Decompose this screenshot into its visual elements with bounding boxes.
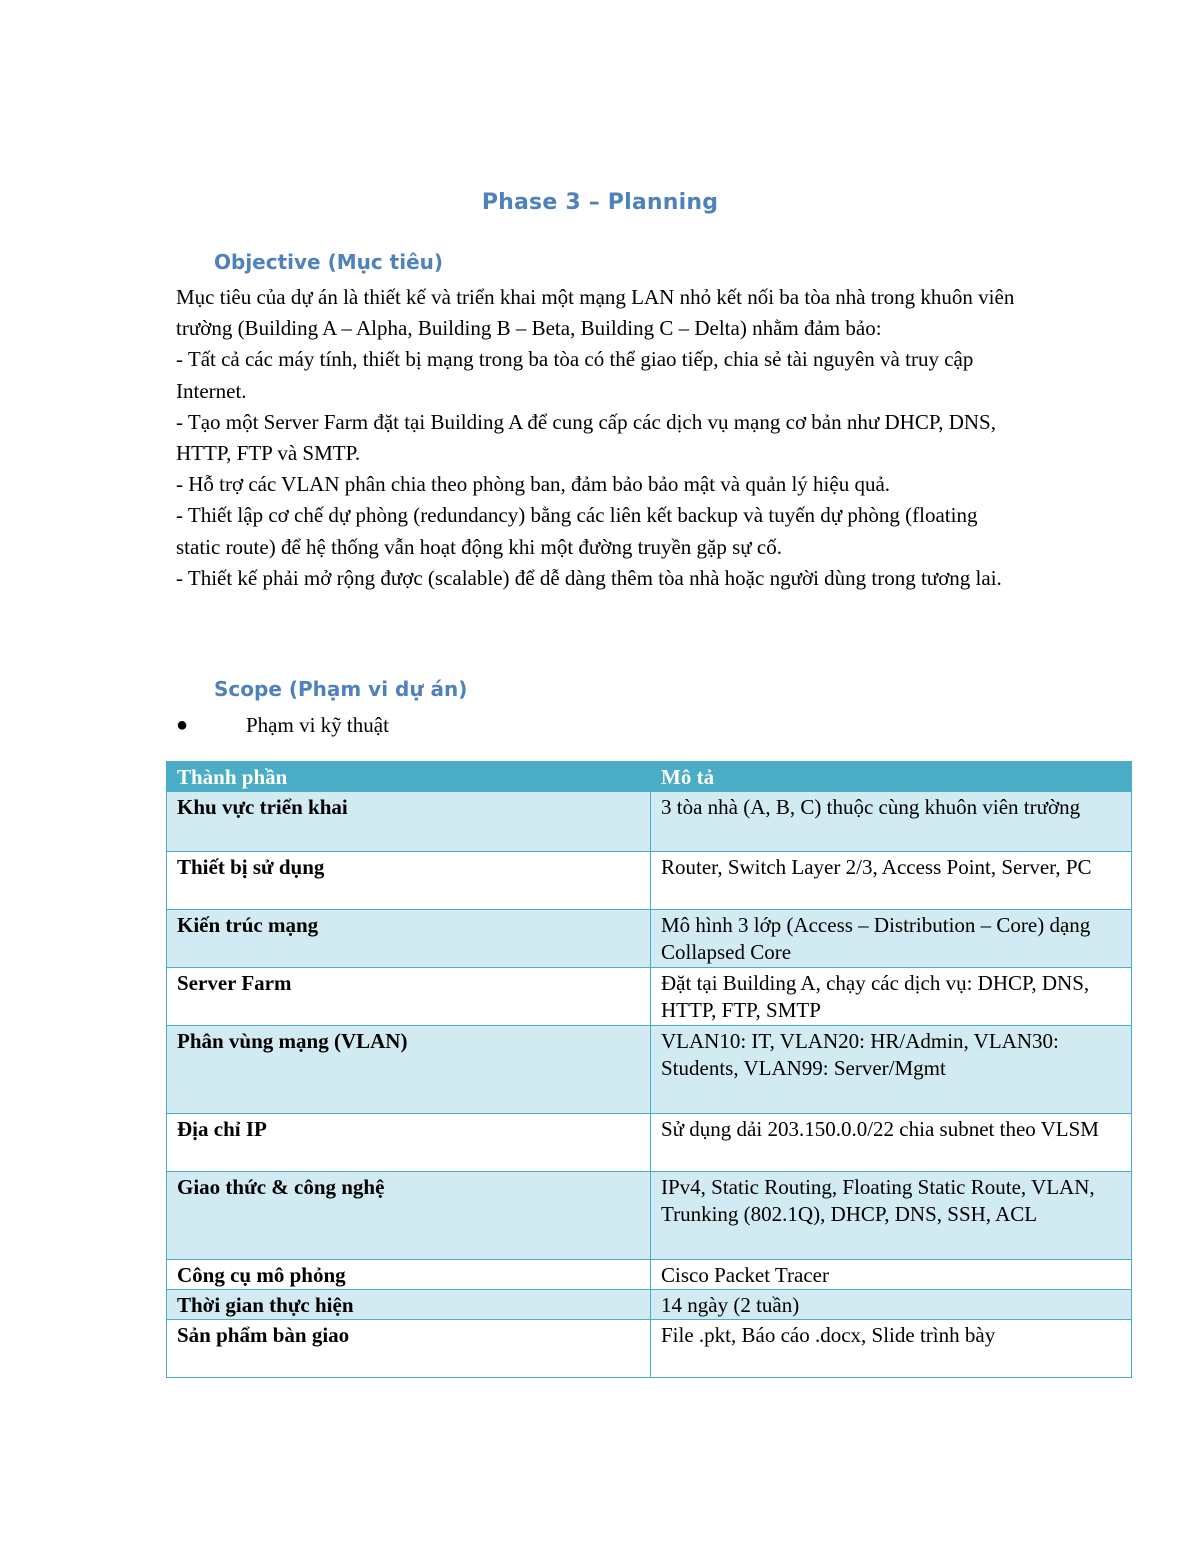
table-cell-description: VLAN10: IT, VLAN20: HR/Admin, VLAN30: Students, VLAN99: Server/Mgmt xyxy=(651,1026,1132,1114)
table-row xyxy=(167,1320,1132,1378)
table-row xyxy=(167,852,1132,910)
table-cell-component: Giao thức & công nghệ xyxy=(167,1172,651,1260)
table-row xyxy=(167,910,1132,968)
table-header-cell: Thành phần xyxy=(167,762,651,792)
objective-line: - Tạo một Server Farm đặt tại Building A để cung cấp các dịch vụ mạng cơ bản như DHCP, DNS, HTTP, FTP và SMTP. xyxy=(176,409,996,466)
objective-line: - Tất cả các máy tính, thiết bị mạng trong ba tòa có thể giao tiếp, chia sẻ tài nguyên và truy cập Internet. xyxy=(176,347,974,403)
table-cell-description: 14 ngày (2 tuần) xyxy=(651,1290,1132,1320)
table-cell-description: Đặt tại Building A, chạy các dịch vụ: DHCP, DNS, HTTP, FTP, SMTP xyxy=(651,968,1132,1026)
table-cell-component: Sản phẩm bàn giao xyxy=(167,1320,651,1378)
table-row xyxy=(167,1114,1132,1172)
objective-paragraph xyxy=(176,282,1026,594)
table-row xyxy=(167,792,1132,852)
scope-bullet-text: Phạm vi kỹ thuật xyxy=(246,713,389,737)
table-row xyxy=(167,1172,1132,1260)
table-cell-component: Phân vùng mạng (VLAN) xyxy=(167,1026,651,1114)
table-row xyxy=(167,1026,1132,1114)
objective-line: - Thiết kế phải mở rộng được (scalable) để dễ dàng thêm tòa nhà hoặc người dùng trong tương lai. xyxy=(176,565,1002,590)
table-cell-component: Server Farm xyxy=(167,968,651,1026)
table-row xyxy=(167,968,1132,1026)
objective-line: - Thiết lập cơ chế dự phòng (redundancy) bằng các liên kết backup và tuyến dự phòng (floating static route) để hệ thống vẫn hoạt động khi một đường truyền gặp sự cố. xyxy=(176,503,978,559)
scope-table xyxy=(166,761,1132,1378)
table-header-row xyxy=(167,762,1132,792)
table-cell-component: Thiết bị sử dụng xyxy=(167,852,651,910)
scope-heading: Scope (Phạm vi dự án) xyxy=(214,677,468,701)
table-cell-description: Cisco Packet Tracer xyxy=(651,1260,1132,1290)
table-cell-component: Kiến trúc mạng xyxy=(167,910,651,968)
table-cell-component: Khu vực triển khai xyxy=(167,792,651,852)
table-cell-description: File .pkt, Báo cáo .docx, Slide trình bày xyxy=(651,1320,1132,1378)
table-cell-component: Thời gian thực hiện xyxy=(167,1290,651,1320)
table-cell-description: Router, Switch Layer 2/3, Access Point, Server, PC xyxy=(651,852,1132,910)
table-row xyxy=(167,1290,1132,1320)
bullet-dot-icon: ● xyxy=(176,714,189,736)
table-cell-description: IPv4, Static Routing, Floating Static Route, VLAN, Trunking (802.1Q), DHCP, DNS, SSH, ACL xyxy=(651,1172,1132,1260)
table-header-cell: Mô tả xyxy=(651,762,1132,792)
table-cell-description: Sử dụng dải 203.150.0.0/22 chia subnet theo VLSM xyxy=(651,1114,1132,1172)
table-cell-component: Công cụ mô phỏng xyxy=(167,1260,651,1290)
objective-heading: Objective (Mục tiêu) xyxy=(214,250,444,274)
objective-line: - Hỗ trợ các VLAN phân chia theo phòng ban, đảm bảo bảo mật và quản lý hiệu quả. xyxy=(176,472,891,497)
table-cell-description: Mô hình 3 lớp (Access – Distribution – Core) dạng Collapsed Core xyxy=(651,910,1132,968)
objective-line: Mục tiêu của dự án là thiết kế và triển khai một mạng LAN nhỏ kết nối ba tòa nhà trong khuôn viên trường (Building A – Alpha, Building B – Beta, Building C – Delta) nhằm đảm bảo: xyxy=(176,285,1015,341)
page-title: Phase 3 – Planning xyxy=(481,190,719,215)
table-cell-component: Địa chỉ IP xyxy=(167,1114,651,1172)
table-row xyxy=(167,1260,1132,1290)
table-cell-description: 3 tòa nhà (A, B, C) thuộc cùng khuôn viên trường xyxy=(651,792,1132,852)
